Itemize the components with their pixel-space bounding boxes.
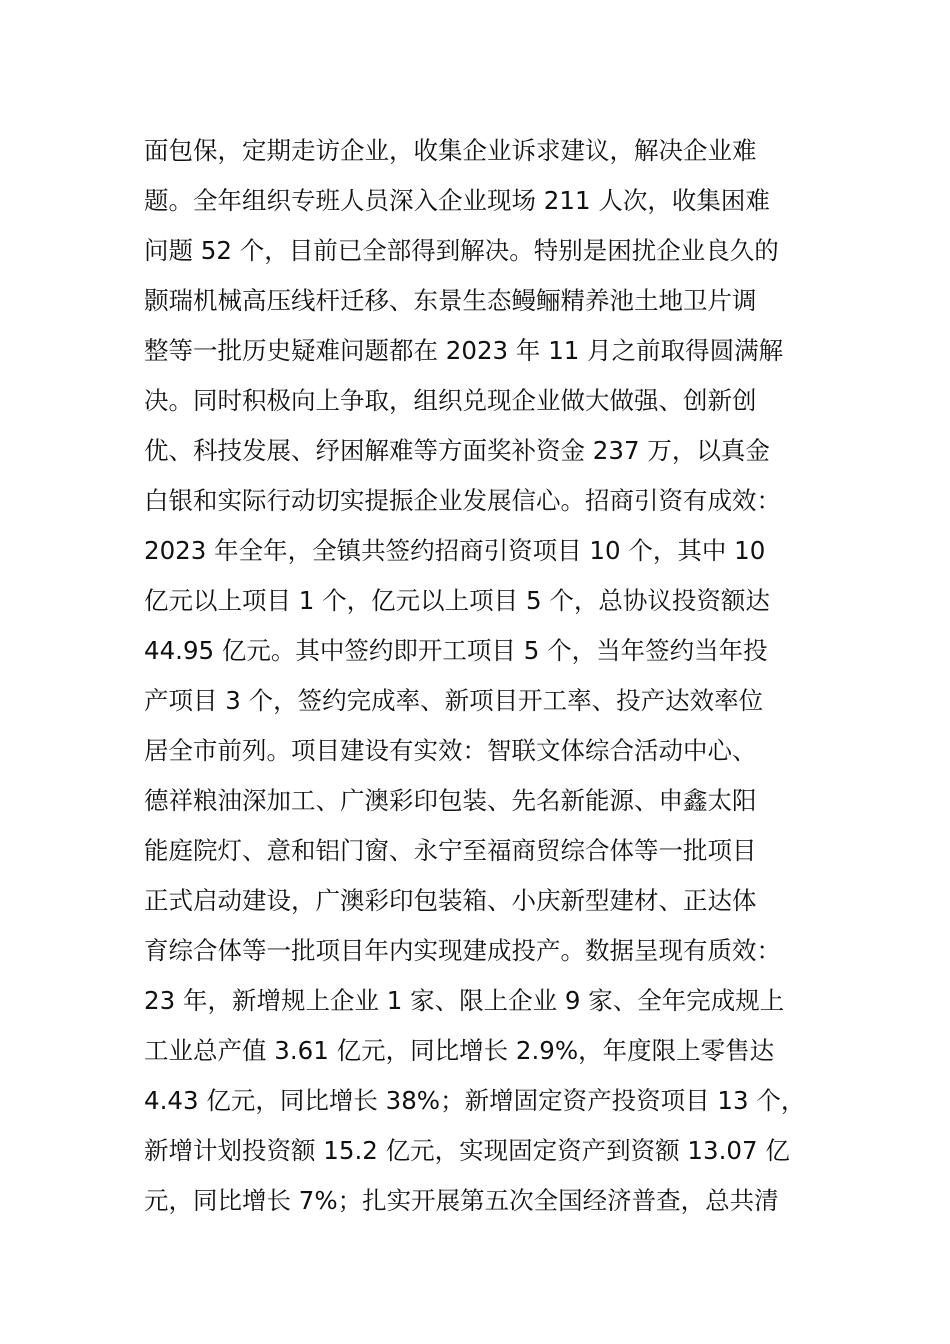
text-line: 元，同比增长 7%；扎实开展第五次全国经济普查，总共清 [144,1186,779,1215]
text-line: 4.43 亿元，同比增长 38%；新增固定资产投资项目 13 个， [144,1086,806,1115]
text-line: 23 年，新增规上企业 1 家、限上企业 9 家、全年完成规上 [144,986,785,1015]
text-line: 问题 52 个，目前已全部得到解决。特别是困扰企业良久的 [144,236,779,265]
text-line: 优、科技发展、纾困解难等方面奖补资金 237 万，以真金 [144,436,770,465]
text-line: 面包保，定期走访企业，收集企业诉求建议，解决企业难 [144,136,757,165]
text-line: 题。全年组织专班人员深入企业现场 211 人次，收集困难 [144,186,770,215]
text-line: 决。同时积极向上争取，组织兑现企业做大做强、创新创 [144,386,757,415]
text-line: 正式启动建设，广澳彩印包装箱、小庆新型建材、正达体 [144,886,757,915]
text-line: 产项目 3 个，签约完成率、新项目开工率、投产达效率位 [144,686,764,715]
text-line: 2023 年全年，全镇共签约招商引资项目 10 个，其中 10 [144,536,766,565]
body-paragraph [144,126,824,1226]
text-line: 能庭院灯、意和铝门窗、永宁至福商贸综合体等一批项目 [144,836,757,865]
text-line: 德祥粮油深加工、广澳彩印包装、先名新能源、申鑫太阳 [144,786,757,815]
text-line: 亿元以上项目 1 个，亿元以上项目 5 个，总协议投资额达 [144,586,770,615]
text-line: 新增计划投资额 15.2 亿元，实现固定资产到资额 13.07 亿 [144,1136,790,1165]
text-line: 整等一批历史疑难问题都在 2023 年 11 月之前取得圆满解 [144,336,784,365]
text-line: 44.95 亿元。其中签约即开工项目 5 个，当年签约当年投 [144,636,768,665]
text-line: 工业总产值 3.61 亿元，同比增长 2.9%，年度限上零售达 [144,1036,775,1065]
text-line: 育综合体等一批项目年内实现建成投产。数据呈现有质效： [144,936,781,965]
text-line: 颢瑞机械高压线杆迁移、东景生态鳗鲡精养池土地卫片调 [144,286,757,315]
text-line: 白银和实际行动切实提振企业发展信心。招商引资有成效： [144,486,781,515]
text-line: 居全市前列。项目建设有实效：智联文体综合活动中心、 [144,736,757,765]
